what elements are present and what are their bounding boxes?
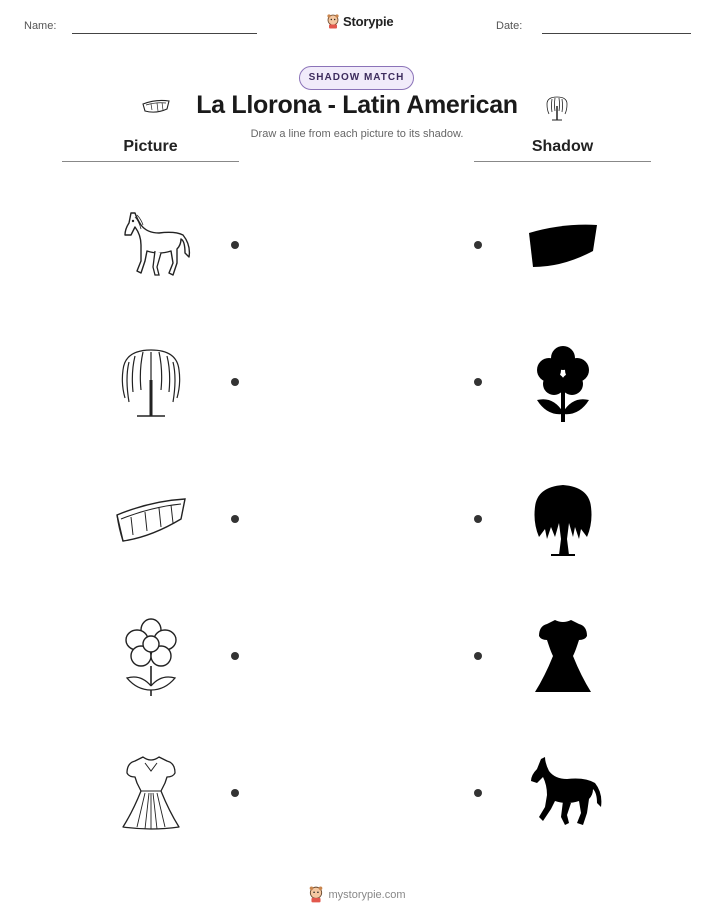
footer-url[interactable]: mystorypie.com — [328, 888, 406, 901]
brand-name: Storypie — [343, 14, 394, 29]
boat-picture — [111, 479, 191, 559]
shadow-dot-4[interactable] — [474, 652, 482, 660]
picture-dot-3[interactable] — [231, 515, 239, 523]
flower-picture — [111, 616, 191, 696]
picture-column-header: Picture — [123, 138, 178, 155]
boat-shadow — [523, 205, 603, 285]
shadow-column-divider — [474, 161, 651, 162]
date-line[interactable] — [542, 33, 691, 34]
shadow-match-badge: SHADOW MATCH — [299, 66, 414, 90]
dress-shadow — [523, 616, 603, 696]
willow-tree-shadow — [523, 479, 603, 559]
horse-picture — [111, 205, 191, 285]
shadow-dot-5[interactable] — [474, 789, 482, 797]
willow-tree-icon — [543, 92, 571, 122]
brand — [326, 14, 393, 29]
date-label: Date: — [496, 20, 523, 32]
flower-shadow — [523, 342, 603, 422]
page-title: La Llorona - Latin American — [196, 91, 518, 119]
picture-dot-4[interactable] — [231, 652, 239, 660]
willow-tree-picture — [111, 342, 191, 422]
shadow-dot-3[interactable] — [474, 515, 482, 523]
shadow-dot-2[interactable] — [474, 378, 482, 386]
storypie-logo-icon — [326, 14, 340, 29]
dress-picture — [111, 753, 191, 833]
horse-shadow — [523, 753, 603, 833]
storypie-footer-logo-icon — [308, 886, 324, 903]
name-label: Name: — [24, 20, 57, 32]
instructions: Draw a line from each picture to its shadow. — [250, 128, 464, 140]
picture-dot-5[interactable] — [231, 789, 239, 797]
picture-dot-2[interactable] — [231, 378, 239, 386]
picture-dot-1[interactable] — [231, 241, 239, 249]
shadow-dot-1[interactable] — [474, 241, 482, 249]
name-line[interactable] — [72, 33, 257, 34]
shadow-column-header: Shadow — [531, 138, 594, 155]
picture-column-divider — [62, 161, 239, 162]
footer — [0, 886, 714, 903]
